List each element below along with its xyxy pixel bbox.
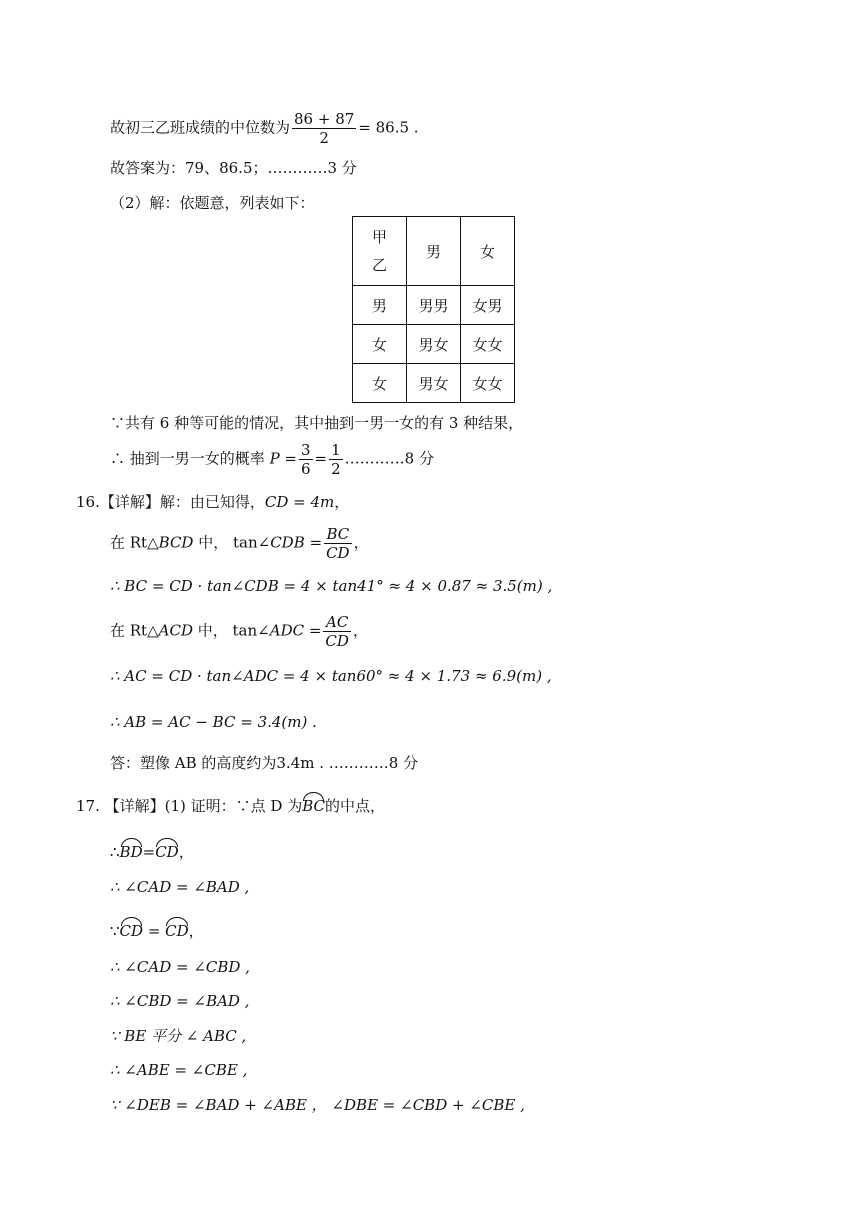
- table-cell: 男女: [407, 325, 461, 364]
- angle-name: ADC: [269, 621, 305, 640]
- q16-title-line: [76, 492, 349, 512]
- median-fraction: [292, 110, 356, 147]
- proof-line: ∴ ∠CAD = ∠CBD ,: [110, 958, 250, 976]
- median-result: = 86.5 .: [358, 118, 419, 137]
- arc-equality-line: [110, 917, 204, 941]
- tan-label: 中， tan∠: [193, 533, 271, 552]
- equals-sign: =: [142, 843, 156, 861]
- table-cell: 男男: [407, 286, 461, 325]
- proof-line: ∵ BE 平分 ∠ ABC ,: [110, 1027, 247, 1045]
- probability-fraction-1: [299, 441, 313, 478]
- table-row: [353, 325, 515, 364]
- fraction-denominator: 2: [331, 460, 341, 478]
- therefore-symbol: ∴: [110, 843, 120, 861]
- table-corner-cell: [353, 217, 407, 286]
- score-marker: …………8 分: [344, 449, 434, 468]
- arc-cd: CD: [165, 917, 189, 941]
- row-header: 女: [353, 325, 407, 364]
- rt-prefix: 在 Rt△: [110, 621, 159, 640]
- triangle-name: ACD: [158, 621, 193, 640]
- rt-prefix: 在 Rt△: [110, 533, 159, 552]
- proof-line: ∴ ∠ABE = ∠CBE ,: [110, 1061, 248, 1079]
- punctuation: ，: [352, 621, 368, 640]
- corner-bottom-label: 乙: [371, 256, 387, 274]
- table-cell: 男女: [407, 364, 461, 403]
- q17-title-line: [76, 792, 385, 816]
- fraction-numerator: 3: [301, 441, 311, 459]
- fraction-denominator: 6: [301, 460, 311, 478]
- ab-calculation: ∴ AB = AC − BC = 3.4(m) .: [110, 713, 317, 731]
- angle-name: CDB: [270, 533, 305, 552]
- row-header: 女: [353, 364, 407, 403]
- corner-top-label: 甲: [371, 228, 387, 246]
- punctuation: ，: [178, 843, 194, 861]
- fraction-numerator: 1: [331, 441, 341, 459]
- col-header: 男: [407, 217, 461, 286]
- equals-sign: =: [143, 922, 166, 940]
- triangle-name: BCD: [158, 533, 194, 552]
- equals-sign: =: [304, 533, 323, 552]
- rt-acd-line: [110, 613, 368, 650]
- table-row: [353, 364, 515, 403]
- tan-fraction: [324, 525, 352, 562]
- arc-equality-line: [110, 838, 194, 862]
- q16-title: 16.【详解】解：由已知得，: [76, 493, 265, 511]
- answer-line-15: 故答案为：79、86.5；…………3 分: [110, 159, 357, 177]
- equals-sign: =: [314, 449, 328, 468]
- arc-cd: CD: [120, 917, 144, 941]
- bc-calculation: ∴ BC = CD · tan∠CDB = 4 × tan41° ≈ 4 × 0.87 ≈ 3.5(m) ,: [110, 577, 553, 595]
- punctuation: ，: [334, 493, 350, 511]
- arc-bc: BC: [302, 792, 325, 816]
- fraction-denominator: CD: [326, 544, 350, 562]
- proof-line: ∴ ∠CBD = ∠BAD ,: [110, 992, 250, 1010]
- proof-line: ∵ ∠DEB = ∠BAD + ∠ABE ， ∠DBE = ∠CBD + ∠CBE ,: [110, 1096, 525, 1114]
- table-row: [353, 286, 515, 325]
- table-cell: 女男: [461, 286, 515, 325]
- punctuation: ，: [353, 533, 369, 552]
- outcome-table: [352, 216, 515, 403]
- table-header-row: [353, 217, 515, 286]
- median-prefix: 故初三乙班成绩的中位数为: [110, 118, 291, 137]
- probability-variable: P =: [269, 449, 297, 468]
- arc-cd: CD: [155, 838, 179, 862]
- fraction-denominator: CD: [325, 632, 349, 650]
- probability-prefix: ∴ 抽到一男一女的概率: [110, 449, 265, 468]
- median-denominator: 2: [319, 129, 329, 147]
- row-header: 男: [353, 286, 407, 325]
- fraction-numerator: BC: [324, 525, 352, 544]
- arc-bd: BD: [120, 838, 143, 862]
- q16-answer: 答：塑像 AB 的高度约为3.4m . …………8 分: [110, 754, 419, 772]
- col-header: 女: [461, 217, 515, 286]
- median-numerator: 86 + 87: [294, 110, 355, 128]
- ac-calculation: ∴ AC = CD · tan∠ADC = 4 × tan60° ≈ 4 × 1.73 ≈ 6.9(m) ,: [110, 667, 552, 685]
- q17-title-suffix: 的中点，: [324, 797, 385, 815]
- because-symbol: ∵: [110, 922, 120, 940]
- median-line: [110, 110, 419, 147]
- cases-line: ∵共有 6 种等可能的情况，其中抽到一男一女的有 3 种结果，: [110, 414, 524, 432]
- probability-fraction-2: [329, 441, 343, 478]
- table-cell: 女女: [461, 325, 515, 364]
- part2-heading: （2）解：依题意，列表如下：: [110, 194, 315, 212]
- q17-title: 17. 【详解】(1) 证明：∵点 D 为: [76, 797, 303, 815]
- rt-bcd-line: [110, 525, 369, 562]
- tan-fraction: [323, 613, 351, 650]
- tan-label: 中， tan∠: [192, 621, 270, 640]
- fraction-numerator: AC: [323, 613, 351, 632]
- punctuation: ，: [188, 922, 204, 940]
- proof-line: ∴ ∠CAD = ∠BAD ,: [110, 878, 250, 896]
- equals-sign: =: [304, 621, 322, 640]
- table-cell: 女女: [461, 364, 515, 403]
- cd-value: CD = 4m: [264, 493, 335, 511]
- probability-line: [110, 441, 434, 478]
